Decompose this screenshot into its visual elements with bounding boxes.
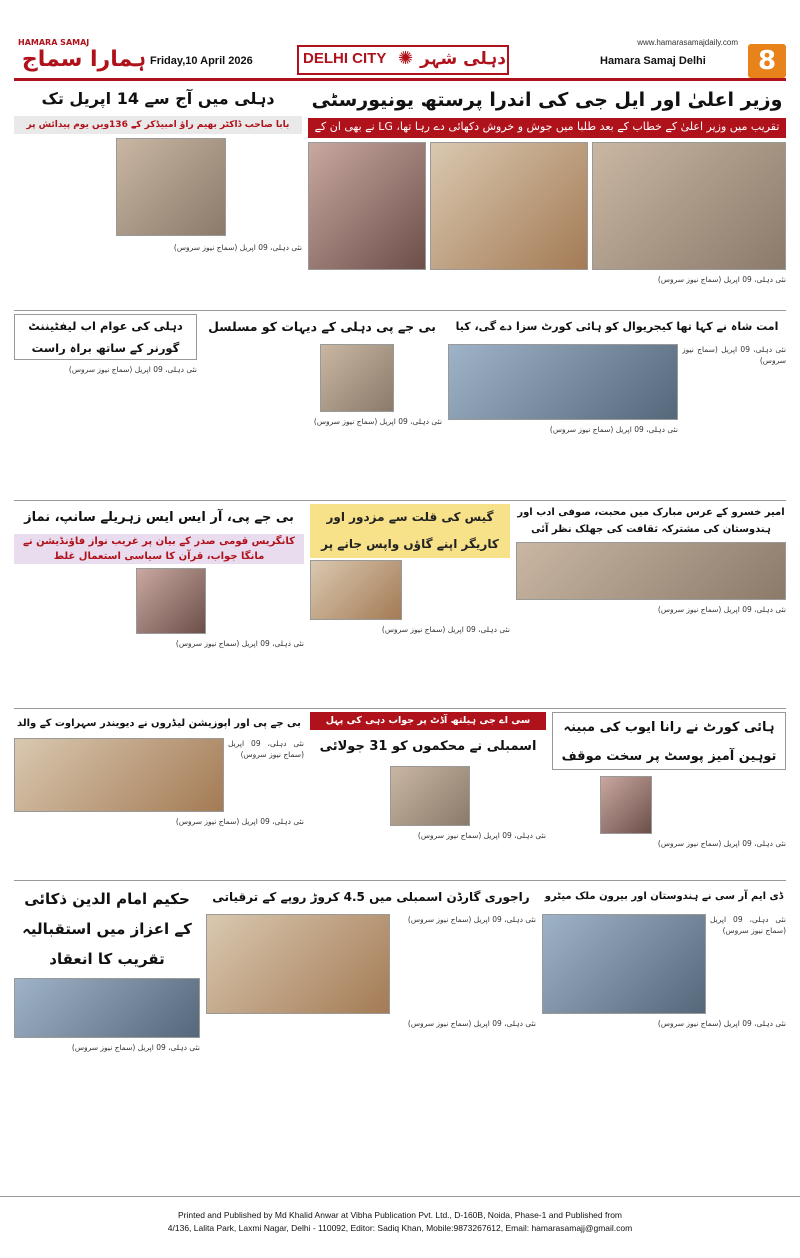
story-body: نئی دہلی، 09 اپریل (سماج نیوز سروس) bbox=[228, 739, 304, 759]
story-body: نئی دہلی، 09 اپریل (سماج نیوز سروس) bbox=[417, 831, 546, 840]
news-photo bbox=[206, 914, 390, 1014]
story-headline[interactable]: راجوری گارڈن اسمبلی میں 4.5 کروڑ روپے کے ترقیاتی bbox=[212, 890, 530, 904]
news-photo bbox=[448, 344, 678, 420]
section-title-ur: دہلی شہر bbox=[420, 49, 506, 69]
story-headline[interactable]: بی جے پی اور اپوزیشن لیڈروں نے دیویندر سہراوت کے والد bbox=[17, 718, 301, 729]
story-body: نئی دہلی، 09 اپریل (سماج نیوز سروس) bbox=[381, 625, 510, 634]
paper-name: Hamara Samaj Delhi bbox=[600, 55, 706, 67]
story-body: نئی دہلی، 09 اپریل (سماج نیوز سروس) bbox=[549, 425, 678, 434]
divider bbox=[14, 880, 786, 881]
portrait-photo bbox=[320, 344, 394, 412]
logo-caption: HAMARA SAMAJ bbox=[18, 38, 90, 47]
story-body: نئی دہلی، 09 اپریل (سماج نیوز سروس) bbox=[175, 817, 304, 826]
portrait-photo bbox=[136, 568, 206, 634]
news-photo bbox=[542, 914, 706, 1014]
website-url[interactable]: www.hamarasamajdaily.com bbox=[637, 38, 738, 47]
convocation-photo bbox=[308, 142, 426, 270]
story-body: نئی دہلی، 09 اپریل (سماج نیوز سروس) bbox=[407, 1019, 536, 1028]
portrait-photo bbox=[390, 766, 470, 826]
story-headline[interactable]: اسمبلی نے محکموں کو 31 جولائی bbox=[319, 739, 537, 754]
story-headline[interactable]: حکیم امام الدین ذکائی کے اعزاز میں استقبالیہ تقریب کا انعقاد bbox=[22, 890, 192, 968]
story-deck: بابا صاحب ڈاکٹر بھیم راؤ امبیڈکر کے 136ویں یوم پیدائش پر bbox=[14, 116, 302, 134]
story-body: نئی دہلی، 09 اپریل (سماج نیوز سروس) bbox=[173, 243, 302, 252]
story-headline[interactable]: بی جے پی، آر ایس ایس زہریلے سانپ، نماز bbox=[24, 510, 294, 525]
story-body: نئی دہلی، 09 اپریل (سماج نیوز سروس) bbox=[407, 915, 536, 924]
story-deck: کانگریس قومی صدر کے بیان پر غریب نواز فاؤنڈیشن نے مانگا جواب، قرآن کا سیاسی استعمال غلط bbox=[14, 534, 304, 564]
story-headline[interactable]: امت شاہ نے کہا تھا کیجریوال کو ہائی کورٹ سزا دے گی، کیا bbox=[455, 320, 779, 333]
story-deck: تقریب میں وزیر اعلیٰ کے خطاب کے بعد طلبا میں جوش و خروش دکھائی دے رہا تھا، LG نے بھی ان کے bbox=[308, 118, 786, 138]
section-title-en: DELHI CITY bbox=[303, 50, 387, 67]
masthead bbox=[0, 0, 800, 78]
story-headline[interactable]: گیس کی قلت سے مزدور اور کاریگر اپنے گاؤں واپس جانے پر bbox=[310, 504, 510, 558]
portrait-photo bbox=[600, 776, 652, 834]
story-body: نئی دہلی، 09 اپریل (سماج نیوز سروس) bbox=[71, 1043, 200, 1052]
imprint-line: Printed and Published by Md Khalid Anwar at Vibha Publication Pvt. Ltd., D-160B, Noida, Phase-1 and Published from bbox=[178, 1210, 622, 1220]
news-photo bbox=[14, 738, 224, 812]
story-body: نئی دہلی، 09 اپریل (سماج نیوز سروس) bbox=[657, 839, 786, 848]
imprint-line: 4/136, Lalita Park, Laxmi Nagar, Delhi - 110092, Editor: Sadiq Khan, Mobile:9873267612, Email: hamarasamajj@gmail.com bbox=[167, 1223, 633, 1233]
story-headline[interactable]: دہلی میں آج سے 14 اپریل تک bbox=[41, 89, 275, 108]
issue-date: Friday,10 April 2026 bbox=[150, 55, 253, 67]
masthead-rule bbox=[14, 78, 786, 81]
divider bbox=[14, 500, 786, 501]
divider bbox=[14, 310, 786, 311]
story-headline[interactable]: وزیر اعلیٰ اور ایل جی کی اندرا پرستھ یونیورسٹی bbox=[311, 89, 783, 111]
story-body: نئی دہلی، 09 اپریل (سماج نیوز سروس) bbox=[175, 639, 304, 648]
story-headline[interactable]: ڈی ایم آر سی نے ہندوستان اور بیرون ملک میٹرو bbox=[544, 891, 784, 902]
story-headline[interactable]: ہائی کورٹ نے رانا ایوب کی مبینہ توہین آمیز پوسٹ پر سخت موقف bbox=[552, 712, 786, 770]
imprint-footer bbox=[0, 1196, 800, 1258]
story-kicker: سی اے جی ہیلتھ آڈٹ پر جواب دہی کی پہل bbox=[310, 712, 546, 730]
page-number-badge: 8 bbox=[748, 44, 786, 78]
portrait-photo bbox=[116, 138, 226, 236]
story-body: نئی دہلی، 09 اپریل (سماج نیوز سروس) bbox=[682, 345, 786, 365]
story-headline[interactable]: دہلی کی عوام اب لیفٹیننٹ گورنر کے ساتھ براہ راست bbox=[14, 314, 197, 360]
story-body: نئی دہلی، 09 اپریل (سماج نیوز سروس) bbox=[313, 417, 442, 426]
convocation-photo bbox=[592, 142, 786, 270]
flower-icon: ✺ bbox=[398, 48, 414, 69]
story-headline[interactable]: بی جے پی دہلی کے دیہات کو مسلسل bbox=[208, 319, 436, 334]
story-body: نئی دہلی، 09 اپریل (سماج نیوز سروس) bbox=[710, 915, 786, 935]
story-body: نئی دہلی، 09 اپریل (سماج نیوز سروس) bbox=[657, 275, 786, 284]
story-body: نئی دہلی، 09 اپریل (سماج نیوز سروس) bbox=[68, 365, 197, 374]
news-photo bbox=[516, 542, 786, 600]
convocation-photo bbox=[430, 142, 588, 270]
story-body: نئی دہلی، 09 اپریل (سماج نیوز سروس) bbox=[657, 1019, 786, 1028]
story-headline[interactable]: امیر خسرو کے عرس مبارک میں محبت، صوفی ادب اور ہندوستان کی مشترکہ ثقافت کی جھلک نظر آئی bbox=[517, 507, 785, 535]
story-body: نئی دہلی، 09 اپریل (سماج نیوز سروس) bbox=[657, 605, 786, 614]
news-photo bbox=[310, 560, 402, 620]
newspaper-logo[interactable]: ہمارا سماج bbox=[21, 47, 147, 72]
divider bbox=[14, 708, 786, 709]
news-photo bbox=[14, 978, 200, 1038]
